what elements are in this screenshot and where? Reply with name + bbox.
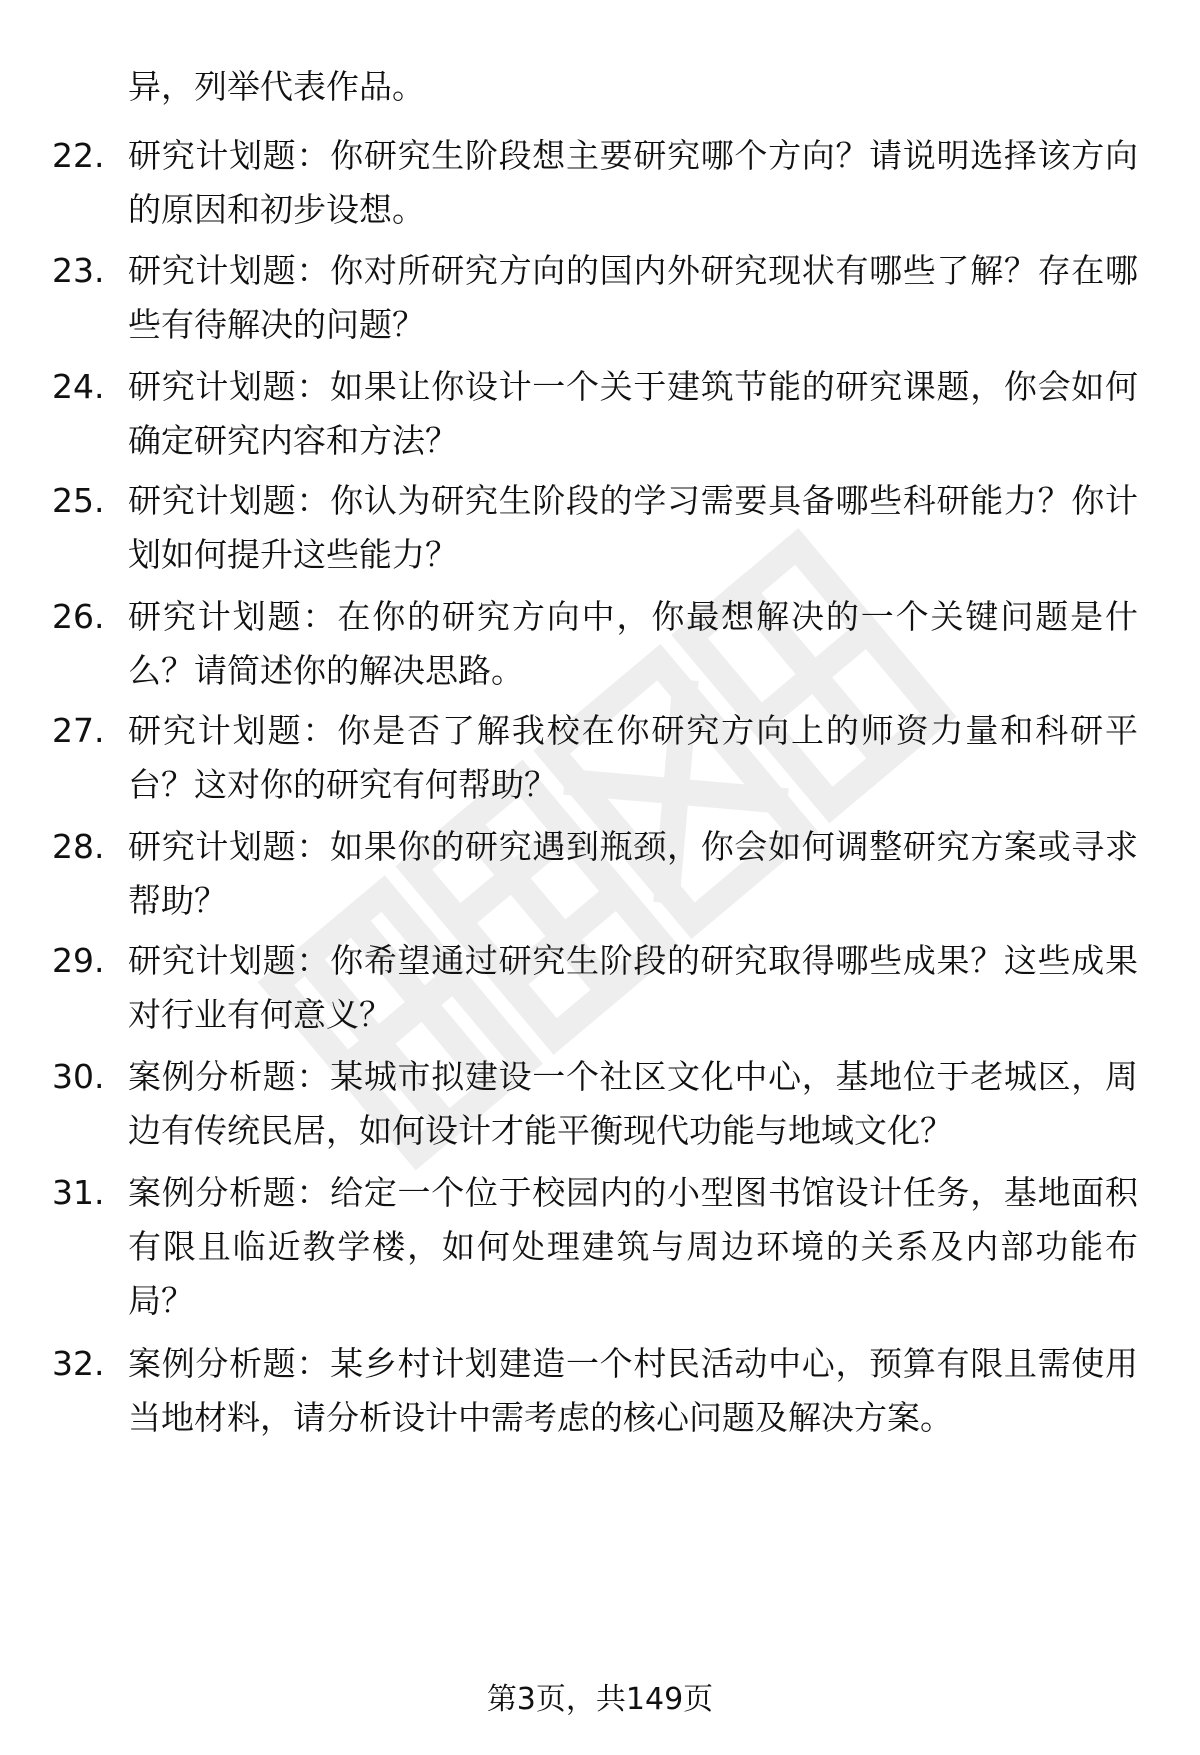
question-item-26 [52,590,1152,698]
question-text: 研究计划题：你对所研究方向的国内外研究现状有哪些了解？存在哪些有待解决的问题？ [128,251,1138,344]
page-footer: 第3页，共149页 [486,1682,714,1717]
question-item-31 [52,1166,1152,1328]
question-number: 32. [52,1344,105,1383]
question-number: 29. [52,941,105,980]
question-item-30 [52,1050,1152,1158]
question-item-27 [52,704,1152,812]
question-text: 研究计划题：在你的研究方向中，你最想解决的一个关键问题是什么？请简述你的解决思路。 [128,597,1138,690]
question-text: 研究计划题：你认为研究生阶段的学习需要具备哪些科研能力？你计划如何提升这些能力？ [128,481,1138,574]
question-text: 案例分析题：给定一个位于校园内的小型图书馆设计任务，基地面积有限且临近教学楼，如何处理建筑与周边环境的关系及内部功能布局？ [128,1173,1138,1320]
question-item-24 [52,360,1152,468]
question-number: 27. [52,711,105,750]
question-number: 25. [52,481,105,520]
question-item-29 [52,934,1152,1042]
question-text: 案例分析题：某乡村计划建造一个村民活动中心，预算有限且需使用当地材料，请分析设计中需考虑的核心问题及解决方案。 [128,1344,1138,1437]
question-text: 研究计划题：如果你的研究遇到瓶颈，你会如何调整研究方案或寻求帮助？ [128,827,1138,920]
question-text: 研究计划题：你研究生阶段想主要研究哪个方向？请说明选择该方向的原因和初步设想。 [128,136,1138,229]
question-number: 24. [52,367,105,406]
question-text: 研究计划题：你希望通过研究生阶段的研究取得哪些成果？这些成果对行业有何意义？ [128,941,1138,1034]
question-number: 26. [52,597,105,636]
question-number: 28. [52,827,105,866]
question-item-28 [52,820,1152,928]
question-number: 22. [52,136,105,175]
question-item-25 [52,474,1152,582]
question-number: 31. [52,1173,105,1212]
continuation-text: 异，列举代表作品。 [128,67,425,106]
question-number: 30. [52,1057,105,1096]
question-text: 案例分析题：某城市拟建设一个社区文化中心，基地位于老城区，周边有传统民居，如何设计才能平衡现代功能与地域文化？ [128,1057,1138,1150]
question-item-22 [52,129,1152,237]
question-number: 23. [52,251,105,290]
question-item-32 [52,1337,1152,1445]
question-text: 研究计划题：你是否了解我校在你研究方向上的师资力量和科研平台？这对你的研究有何帮助？ [128,711,1138,804]
question-text: 研究计划题：如果让你设计一个关于建筑节能的研究课题，你会如何确定研究内容和方法？ [128,367,1138,460]
question-item-23 [52,244,1152,352]
